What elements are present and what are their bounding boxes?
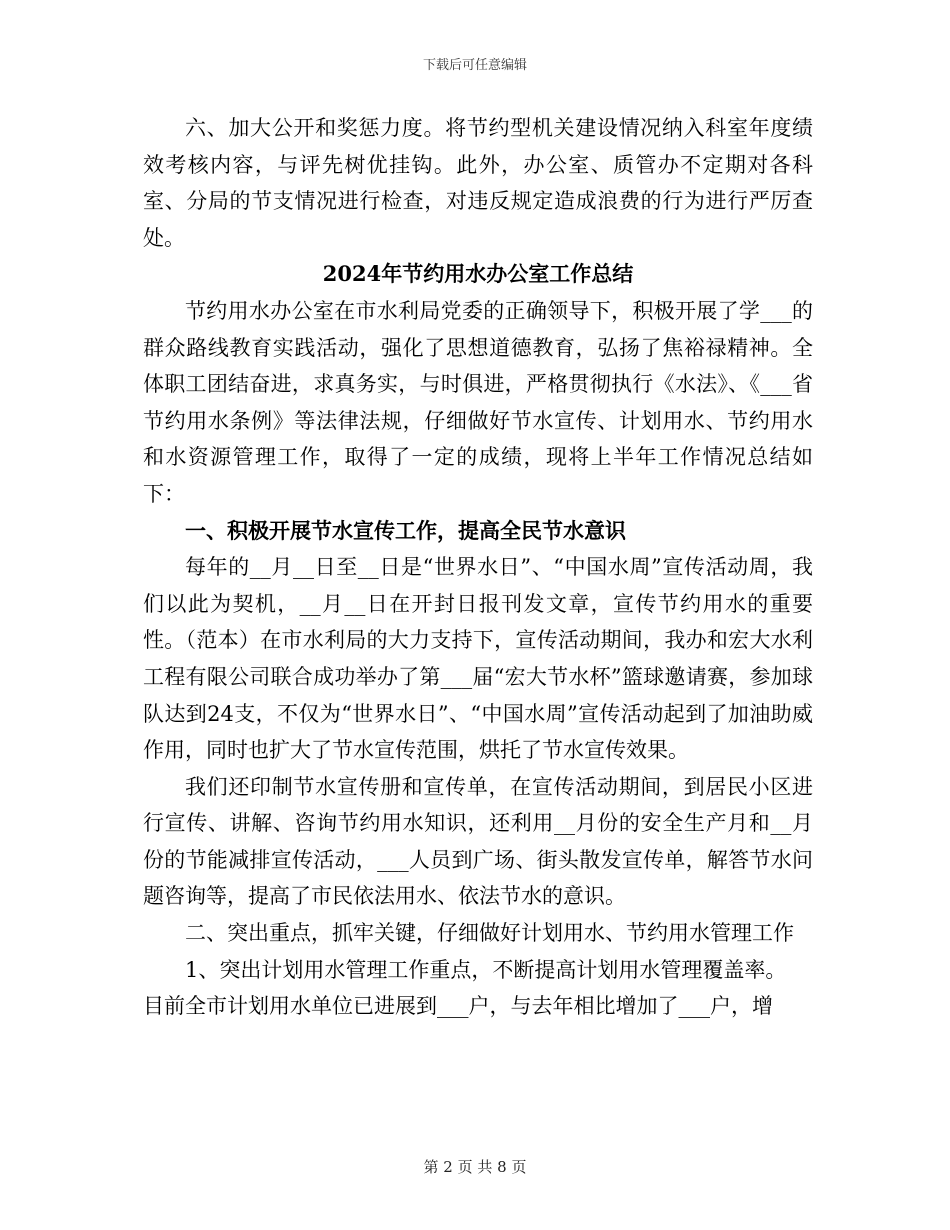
paragraph-coverage: 1、突出计划用水管理工作重点，不断提高计划用水管理覆盖率。 (185, 957, 787, 982)
section-heading-publicity: 一、积极开展节水宣传工作，提高全民节水意识 (185, 517, 626, 543)
paragraph-units-count: 目前全市计划用水单位已进展到___户，与去年相比增加了___户，增 (143, 994, 773, 1019)
document-body (143, 110, 813, 1025)
page-number-footer: 第 2 页 共 8 页 (423, 1158, 527, 1176)
paragraph-water-day: 每年的__月__日至__日是“世界水日”、“中国水周”宣传活动周，我们以此为契机，__月__日在开封日报刊发文章，宣传节约用水的重要性。（范本）在市水利局的大力支持下，宣传活动期间，我办和宏大水利工程有限公司联合成功举办了第___届“宏大节水杯”篮球邀请赛，参加球队达到24支，不仅为“世界水日”、“中国水周”宣传活动起到了加油助威作用，同时也扩大了节水宣传范围，烘托了节水宣传效果。 (143, 555, 813, 763)
paragraph-reward-punishment: 六、加大公开和奖惩力度。将节约型机关建设情况纳入科室年度绩效考核内容，与评先树优挂钩。此外，办公室、质管办不定期对各科室、分局的节支情况进行检查，对违反规定造成浪费的行为进行严厉查处。 (143, 116, 813, 250)
section-heading-planning: 二、突出重点，抓牢关键，仔细做好计划用水、节约用水管理工作 (185, 921, 794, 946)
page-header-note: 下载后可任意编辑 (422, 58, 527, 73)
document-title: 2024年节约用水办公室工作总结 (322, 261, 634, 287)
paragraph-introduction: 节约用水办公室在市水利局党委的正确领导下，积极开展了学___的群众路线教育实践活动，强化了思想道德教育，弘扬了焦裕禄精神。全体职工团结奋进，求真务实，与时俱进，严格贯彻执行《水法》、《___省节约用水条例》等法律法规，仔细做好节水宣传、计划用水、节约用水和水资源管理工作，取得了一定的成绩，现将上半年工作情况总结如下： (143, 298, 813, 506)
paragraph-brochures: 我们还印制节水宣传册和宣传单，在宣传活动期间，到居民小区进行宣传、讲解、咨询节约用水知识，还利用__月份的安全生产月和__月份的节能减排宣传活动，___人员到广场、街头散发宣传单，解答节水问题咨询等，提高了市民依法用水、依法节水的意识。 (143, 774, 813, 909)
